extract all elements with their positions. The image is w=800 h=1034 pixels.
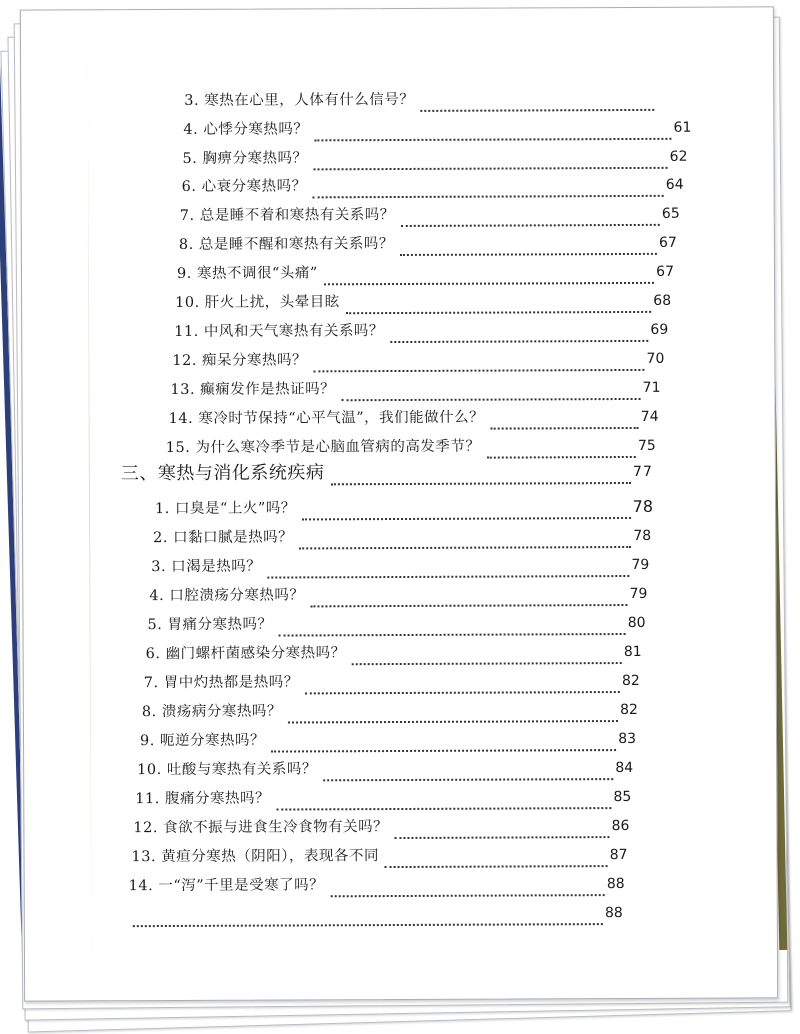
toc-entry-page: 83	[618, 730, 637, 748]
toc-entry-page: 67	[659, 234, 677, 251]
toc-entry-label: 3. 口渴是热吗？	[151, 558, 262, 576]
toc-entry	[133, 817, 629, 837]
toc-entry-label: 4. 口腔溃疡分寒热吗？	[149, 587, 305, 605]
toc-entry-page: 69	[650, 321, 669, 338]
dot-leader	[313, 167, 667, 171]
toc-entry	[131, 846, 627, 866]
toc-entry	[142, 701, 638, 721]
toc-entry-label: 3. 寒热在心里，人体有什么信号？	[184, 91, 415, 109]
toc-entry-page: 84	[615, 759, 634, 777]
toc-section-label: 三、寒热与消化系统疾病	[120, 462, 325, 485]
toc-entry-page: 87	[609, 847, 628, 864]
dot-leader	[267, 575, 629, 579]
table-of-contents	[21, 7, 777, 1000]
toc-entry-label: 6. 心衰分寒热吗？	[181, 178, 307, 195]
toc-entry-label: 5. 胸痹分寒热吗？	[182, 150, 308, 167]
dot-leader	[302, 517, 631, 520]
toc-entry-label: 7. 总是睡不着和寒热有关系吗？	[179, 207, 395, 224]
toc-entry	[180, 205, 680, 225]
toc-entry-label: 15. 为什么寒冷季节是心脑血管病的高发季节？	[165, 438, 481, 457]
toc-entry	[149, 585, 647, 605]
dot-leader	[390, 340, 649, 343]
dot-leader	[288, 720, 618, 723]
toc-entry-page: 86	[611, 817, 630, 835]
toc-entry-label: 14. 一“泻”千里是受寒了吗？	[128, 877, 325, 895]
toc-entry	[182, 148, 687, 168]
toc-entry	[140, 730, 636, 750]
toc-entry	[184, 90, 656, 110]
toc-entry	[170, 379, 660, 399]
toc-entry	[144, 672, 640, 692]
toc-entry-page: 68	[653, 292, 672, 309]
toc-entry-label: 8. 总是睡不醒和寒热有关系吗？	[178, 236, 394, 253]
toc-entry-label: 12. 痴呆分寒热吗？	[172, 352, 308, 369]
toc-entry-page: 71	[642, 379, 661, 396]
toc-entry-label: 13. 黄疸分寒热（阴阳），表现各不同	[131, 848, 379, 866]
toc-entry-page: 82	[621, 672, 640, 690]
dot-leader	[385, 865, 608, 868]
toc-entry	[172, 350, 664, 370]
toc-entry-page: 64	[665, 176, 684, 193]
dot-leader	[394, 836, 610, 839]
toc-entry	[135, 788, 631, 808]
dot-leader	[310, 604, 627, 607]
toc-entry	[177, 263, 674, 283]
toc-entry-page: 81	[623, 643, 642, 661]
dot-leader	[313, 195, 664, 199]
toc-entry-page: 75	[637, 437, 656, 454]
dot-leader	[133, 923, 603, 927]
toc-entry-page: 79	[629, 585, 648, 602]
dot-leader	[323, 778, 614, 781]
toc-entry-label: 8. 溃疡病分寒热吗？	[141, 703, 282, 721]
toc-entry-label: 5. 胃痛分寒热吗？	[147, 616, 273, 634]
dot-leader	[276, 807, 612, 810]
toc-entry-page: 78	[632, 496, 654, 516]
dot-leader	[330, 482, 631, 485]
toc-entry-page: 70	[646, 350, 665, 367]
toc-entry-page: 77	[632, 463, 653, 480]
toc-entry	[183, 119, 691, 139]
toc-entry-label: 14. 寒冷时节保持“心平气温”，我们能做什么？	[168, 409, 485, 428]
toc-entry-page: 67	[656, 263, 675, 280]
toc-entry-page: 88	[606, 876, 625, 893]
toc-entry	[166, 437, 656, 457]
toc-entry-page: 62	[669, 148, 688, 165]
toc-entry-page: 80	[627, 614, 646, 632]
toc-entry-label: 6. 幽门螺杆菌感染分寒热吗？	[145, 645, 346, 663]
toc-entry-label: 9. 呃逆分寒热吗？	[139, 732, 266, 750]
toc-entry-page: 82	[620, 701, 638, 719]
dot-leader	[400, 253, 657, 256]
dot-leader	[341, 398, 641, 401]
dot-leader	[352, 662, 622, 665]
toc-entry	[155, 498, 653, 518]
toc-entry-page: 65	[661, 205, 680, 222]
toc-entry-label: 4. 心悸分寒热吗？	[183, 121, 309, 138]
dot-leader	[305, 691, 620, 694]
toc-entry-label: 10. 吐酸与寒热有关系吗？	[137, 761, 317, 779]
toc-entry	[169, 408, 659, 428]
toc-entry	[174, 321, 668, 341]
toc-entry-label: 11. 中风和天气寒热有关系吗？	[174, 323, 384, 340]
dot-leader	[420, 109, 654, 112]
dot-leader	[324, 282, 654, 285]
toc-entry-page: 79	[631, 556, 650, 573]
toc-entry	[151, 556, 649, 576]
toc-section-heading	[121, 463, 653, 483]
toc-entry	[146, 643, 642, 663]
dot-leader	[314, 138, 671, 142]
toc-entry-page: 74	[640, 408, 659, 425]
toc-entry-label: 2. 口黏口腻是热吗？	[153, 529, 294, 547]
toc-entry-page: 78	[633, 527, 652, 544]
toc-entry-label: 12. 食欲不振与进食生冷食物有关吗？	[133, 819, 389, 837]
dot-leader	[346, 311, 652, 314]
toc-entry-label: 10. 肝火上扰，头晕目眩	[175, 294, 340, 311]
dot-leader	[313, 369, 645, 372]
dot-leader	[401, 224, 660, 227]
dot-leader	[486, 456, 636, 459]
toc-entry-page: 88	[604, 905, 623, 922]
toc-entry	[179, 234, 677, 254]
toc-entry	[175, 292, 671, 312]
dot-leader	[490, 427, 639, 430]
toc-entry-label: 1. 口臭是“上火”吗？	[154, 500, 296, 518]
toc-entry	[137, 759, 633, 779]
toc-entry	[127, 904, 623, 924]
dot-leader	[279, 633, 626, 637]
toc-entry-page: 61	[673, 119, 692, 136]
toc-entry	[129, 875, 625, 895]
toc-entry-label: 7. 胃中灼热都是热吗？	[143, 674, 299, 692]
dot-leader	[330, 894, 605, 897]
toc-entry-label: 13. 癫痫发作是热证吗？	[170, 381, 336, 398]
toc-entry-label: 11. 腹痛分寒热吗？	[135, 790, 270, 808]
toc-entry-page: 85	[613, 788, 632, 806]
toc-entry	[153, 527, 651, 547]
dot-leader	[299, 546, 631, 549]
toc-entry	[182, 176, 684, 196]
toc-entry-label: 9. 寒热不调很“头痛”	[176, 265, 318, 282]
toc-entry	[147, 614, 645, 634]
toc-page	[20, 6, 778, 1001]
dot-leader	[271, 749, 616, 753]
